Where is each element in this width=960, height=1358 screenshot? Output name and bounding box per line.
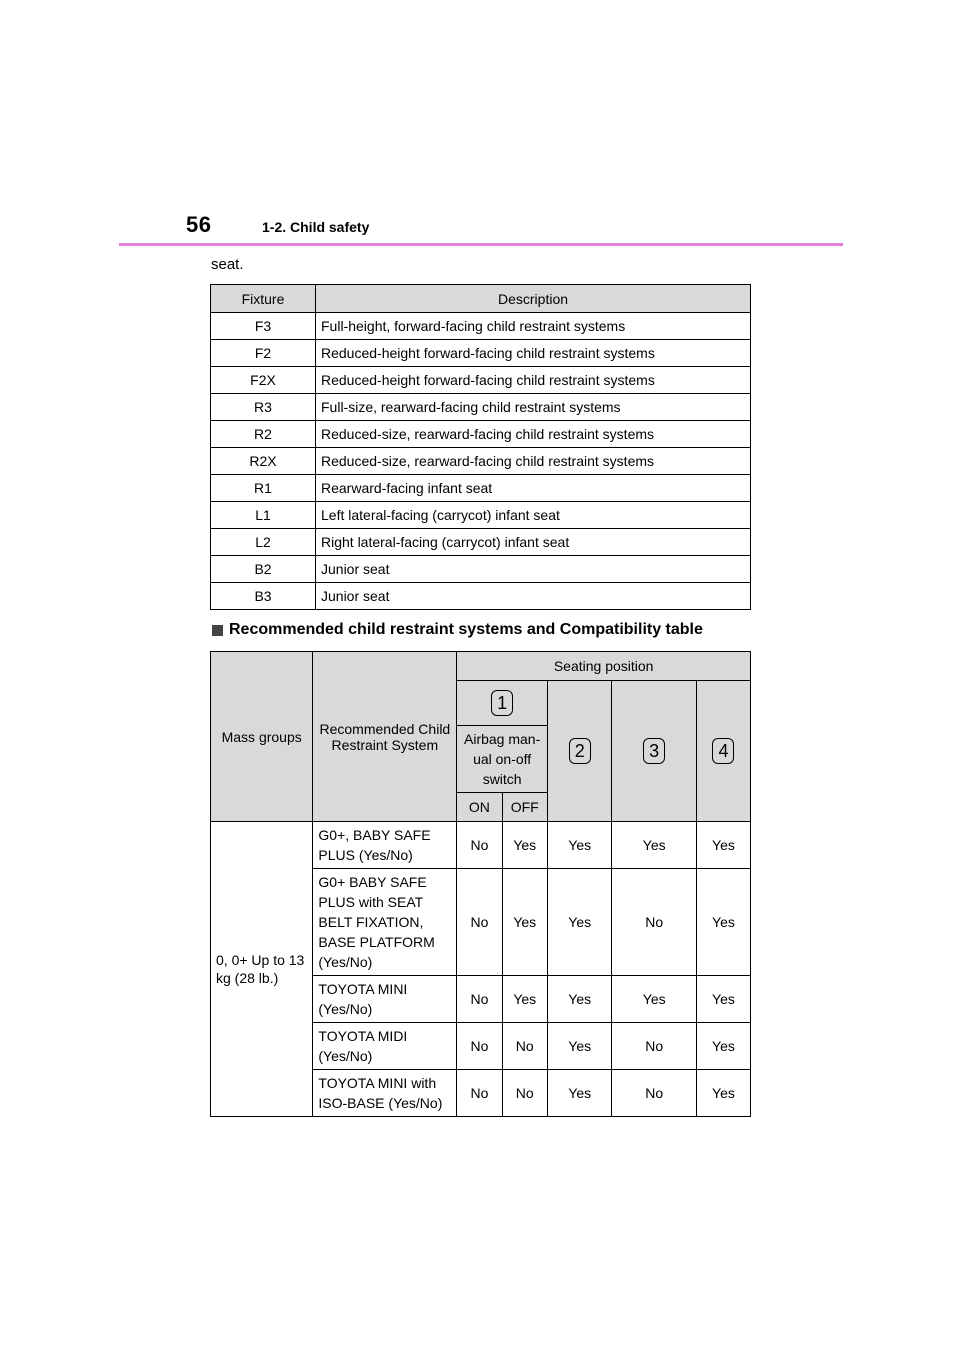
position-3-header	[612, 681, 696, 822]
table-row	[211, 340, 751, 367]
fixture-code: F3	[211, 313, 316, 340]
table-row	[211, 529, 751, 556]
airbag-off-value: Yes	[502, 869, 547, 976]
compatibility-table	[210, 651, 751, 1117]
fixture-table	[210, 284, 751, 610]
airbag-on-value: No	[457, 822, 502, 869]
position-4-value: Yes	[696, 976, 750, 1023]
seat-position-3-icon: 3	[643, 738, 665, 764]
fixture-code: R2X	[211, 448, 316, 475]
airbag-off-header: OFF	[502, 793, 547, 822]
restraint-system-name: G0+, BABY SAFE PLUS (Yes/No)	[313, 822, 457, 869]
position-4-value: Yes	[696, 869, 750, 976]
seating-position-header: Seating position	[457, 652, 751, 681]
fixture-code: R3	[211, 394, 316, 421]
position-2-value: Yes	[547, 822, 611, 869]
position-2-value: Yes	[547, 869, 611, 976]
fixture-description: Junior seat	[316, 583, 751, 610]
position-2-header	[547, 681, 611, 822]
compatibility-heading	[212, 621, 703, 639]
mass-groups-header: Mass groups	[211, 652, 313, 822]
fixture-description: Left lateral-facing (carrycot) infant seat	[316, 502, 751, 529]
mass-group-cell: 0, 0+ Up to 13 kg (28 lb.)	[211, 822, 313, 1117]
position-3-value: Yes	[612, 822, 696, 869]
airbag-on-header: ON	[457, 793, 502, 822]
fixture-description: Reduced-height forward-facing child restraint systems	[316, 367, 751, 394]
fixture-code: B3	[211, 583, 316, 610]
restraint-system-name: TOYOTA MINI (Yes/No)	[313, 976, 457, 1023]
position-2-value: Yes	[547, 1070, 611, 1117]
restraint-system-name: TOYOTA MINI with ISO-BASE (Yes/No)	[313, 1070, 457, 1117]
fixture-description: Right lateral-facing (carrycot) infant seat	[316, 529, 751, 556]
fixture-description: Full-size, rearward-facing child restraint systems	[316, 394, 751, 421]
table-row	[211, 556, 751, 583]
compatibility-heading-text: Recommended child restraint systems and Compatibility table	[229, 621, 703, 638]
fixture-description: Junior seat	[316, 556, 751, 583]
fixture-description: Rearward-facing infant seat	[316, 475, 751, 502]
table-row	[211, 421, 751, 448]
airbag-on-value: No	[457, 976, 502, 1023]
fixture-code: F2	[211, 340, 316, 367]
airbag-off-value: No	[502, 1070, 547, 1117]
table-row	[211, 502, 751, 529]
airbag-switch-header: Airbag man-ual on-off switch	[457, 726, 548, 793]
airbag-on-value: No	[457, 869, 502, 976]
table-row	[211, 448, 751, 475]
position-4-value: Yes	[696, 822, 750, 869]
position-3-value: No	[612, 1023, 696, 1070]
page-number: 56	[186, 212, 212, 237]
table-row	[211, 394, 751, 421]
fixture-description: Reduced-size, rearward-facing child restraint systems	[316, 448, 751, 475]
restraint-system-name: TOYOTA MIDI (Yes/No)	[313, 1023, 457, 1070]
seat-position-4-icon: 4	[712, 738, 734, 764]
airbag-on-value: No	[457, 1070, 502, 1117]
position-4-value: Yes	[696, 1023, 750, 1070]
position-3-value: No	[612, 869, 696, 976]
section-title: 1-2. Child safety	[262, 219, 370, 235]
fixture-description: Reduced-height forward-facing child restraint systems	[316, 340, 751, 367]
airbag-on-value: No	[457, 1023, 502, 1070]
recommended-system-header: Recommended Child Restraint System	[313, 652, 457, 822]
airbag-off-value: No	[502, 1023, 547, 1070]
table-row	[211, 583, 751, 610]
fixture-description: Reduced-size, rearward-facing child restraint systems	[316, 421, 751, 448]
position-3-value: No	[612, 1070, 696, 1117]
table-row	[211, 313, 751, 340]
table-row	[211, 367, 751, 394]
position-4-value: Yes	[696, 1070, 750, 1117]
fixture-table-header	[211, 285, 751, 313]
square-bullet-icon	[212, 625, 223, 636]
seat-position-1-icon: 1	[491, 690, 513, 716]
lead-text: seat.	[211, 256, 244, 273]
position-1-header	[457, 681, 548, 726]
airbag-off-value: Yes	[502, 976, 547, 1023]
airbag-off-value: Yes	[502, 822, 547, 869]
position-2-value: Yes	[547, 976, 611, 1023]
header-divider	[119, 243, 843, 246]
fixture-code: F2X	[211, 367, 316, 394]
fixture-code: L1	[211, 502, 316, 529]
description-column-header: Description	[316, 285, 751, 313]
fixture-code: R1	[211, 475, 316, 502]
restraint-system-name: G0+ BABY SAFE PLUS with SEAT BELT FIXATION, BASE PLATFORM (Yes/No)	[313, 869, 457, 976]
seat-position-2-icon: 2	[569, 738, 591, 764]
fixture-description: Full-height, forward-facing child restraint systems	[316, 313, 751, 340]
position-4-header	[696, 681, 750, 822]
table-row	[211, 475, 751, 502]
fixture-code: R2	[211, 421, 316, 448]
position-2-value: Yes	[547, 1023, 611, 1070]
table-row	[211, 822, 751, 869]
fixture-code: L2	[211, 529, 316, 556]
fixture-code: B2	[211, 556, 316, 583]
fixture-column-header: Fixture	[211, 285, 316, 313]
position-3-value: Yes	[612, 976, 696, 1023]
